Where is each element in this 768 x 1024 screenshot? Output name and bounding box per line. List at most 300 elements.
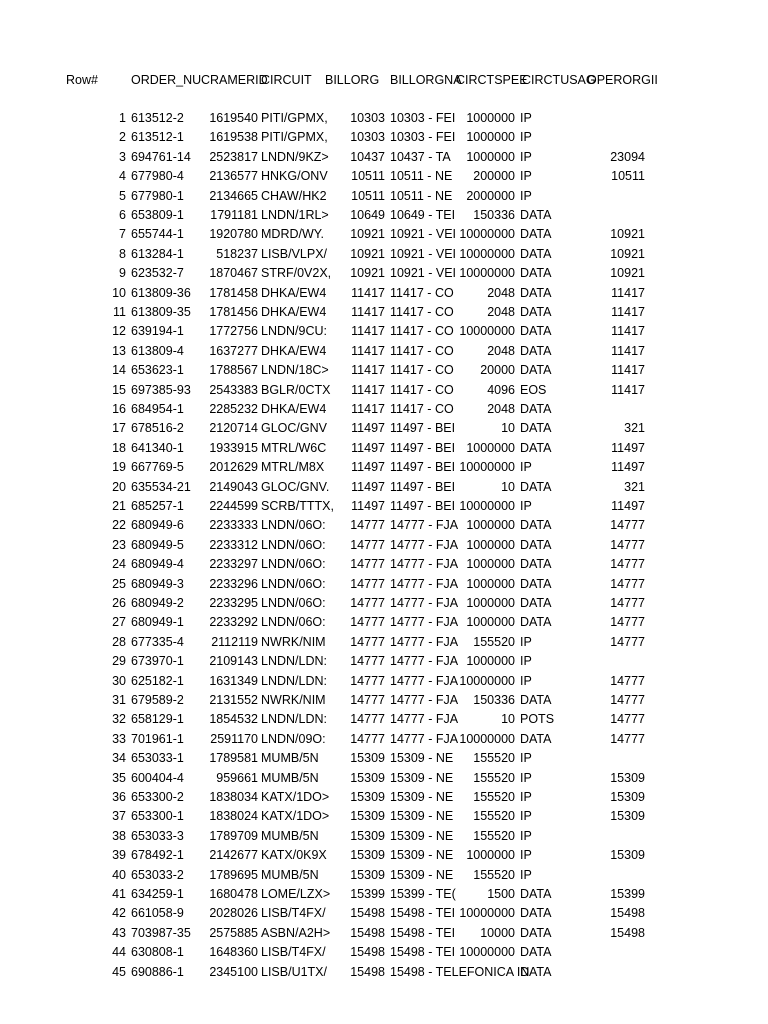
cell-circuit-speed: 2048 [487, 402, 515, 416]
cell-oper-org-id: 11497 [611, 499, 645, 513]
cell-bill-org: 15309 [350, 790, 385, 804]
cell-oper-org-id: 14777 [610, 615, 645, 630]
cell-row-num: 2 [119, 130, 126, 145]
cell-circuit-usage: IP [520, 188, 532, 203]
cell-circuit-speed: 10000000 [459, 906, 515, 921]
cell-circuit-usage: IP [520, 867, 532, 882]
cell-bill-org-name: 11497 - BEI [390, 440, 456, 455]
cell-order-num: 653033-1 [131, 751, 184, 766]
cell-circuit: MUMB/5N [261, 770, 319, 785]
cell-oper-org-id: 11497 [611, 440, 645, 455]
cell-cramer-id: 1631349 [209, 673, 258, 688]
cell-order-num: 697385-93 [131, 382, 191, 397]
cell-bill-org: 15309 [350, 848, 385, 863]
cell-oper-org-id [587, 187, 645, 205]
cell-circuit-usage: IP [520, 790, 532, 804]
cell-circuit: ASBN/A2H> [261, 925, 331, 940]
cell-circuit-speed: 2048 [487, 343, 515, 358]
cell-row-num: 17 [112, 421, 126, 436]
cell-order-num: 630808-1 [131, 945, 184, 960]
cell-circuit-usage: DATA [520, 615, 552, 630]
table-row [0, 943, 768, 962]
cell-circuit: PITI/GPMX, [261, 111, 328, 125]
cell-bill-org-name: 11417 - CO [390, 382, 454, 397]
cell-row-num: 27 [112, 615, 126, 630]
cell-cramer-id: 1838034 [209, 790, 258, 804]
cell-circuit-usage: IP [520, 130, 532, 145]
cell-circuit: BGLR/0CTX [261, 382, 331, 397]
cell-circuit-usage: IP [520, 673, 532, 688]
table-row [0, 206, 768, 225]
table-row [0, 730, 768, 749]
cell-order-num: 653623-1 [131, 363, 184, 378]
table-row [0, 303, 768, 322]
cell-circuit-usage: IP [520, 848, 532, 863]
cell-bill-org: 14777 [350, 673, 385, 688]
table-row [0, 400, 768, 419]
cell-cramer-id: 2285232 [209, 402, 258, 416]
cell-order-num: 613809-35 [131, 305, 191, 319]
cell-bill-org-name: 10921 - VEI [390, 246, 457, 261]
cell-cramer-id: 2591170 [210, 731, 258, 746]
cell-bill-org-name: 11417 - CO [390, 363, 454, 378]
cell-row-num: 10 [112, 285, 126, 300]
table-row [0, 575, 768, 594]
cell-bill-org-name: 11417 - CO [390, 285, 454, 300]
cell-circuit-speed: 150336 [473, 693, 515, 707]
table-row [0, 497, 768, 516]
cell-circuit-usage: IP [520, 654, 532, 669]
cell-row-num: 26 [112, 596, 126, 610]
table-row [0, 419, 768, 438]
cell-oper-org-id: 11417 [611, 305, 645, 319]
cell-oper-org-id: 10921 [610, 266, 645, 281]
cell-circuit-usage: EOS [520, 382, 547, 397]
cell-row-num: 21 [112, 499, 126, 513]
cell-order-num: 653300-2 [131, 790, 184, 804]
cell-circuit-speed: 4096 [487, 382, 515, 397]
cell-circuit: LNDN/LDN: [261, 712, 327, 727]
cell-circuit-usage: DATA [520, 596, 552, 610]
cell-circuit: MTRL/M8X [261, 460, 325, 475]
cell-cramer-id: 2575885 [209, 925, 258, 940]
cell-order-num: 680949-5 [131, 537, 184, 552]
cell-row-num: 9 [119, 266, 126, 281]
cell-row-num: 19 [112, 460, 126, 475]
cell-oper-org-id: 11417 [611, 363, 645, 378]
cell-circuit: DHKA/EW4 [261, 285, 327, 300]
cell-row-num: 29 [112, 654, 126, 669]
cell-circuit-speed: 1000000 [466, 576, 515, 591]
cell-order-num: 625182-1 [131, 673, 184, 688]
cell-bill-org: 14777 [350, 537, 385, 552]
cell-bill-org: 14777 [350, 712, 385, 727]
table-row [0, 342, 768, 361]
cell-cramer-id: 2028026 [209, 906, 258, 921]
cell-order-num: 613284-1 [131, 246, 184, 261]
cell-bill-org: 15309 [350, 809, 385, 824]
cell-bill-org: 10921 [350, 266, 385, 281]
cell-bill-org: 11497 [351, 421, 385, 436]
cell-cramer-id: 2109143 [209, 654, 258, 669]
cell-circuit-speed: 155520 [473, 809, 515, 824]
cell-order-num: 680949-6 [131, 518, 184, 533]
cell-circuit-speed: 10000000 [459, 499, 515, 513]
cell-bill-org-name: 14777 - FJA [390, 596, 459, 610]
cell-circuit-usage: IP [520, 169, 532, 184]
cell-bill-org-name: 11417 - CO [390, 324, 454, 339]
table-row [0, 633, 768, 652]
cell-row-num: 25 [112, 576, 126, 591]
cell-order-num: 639194-1 [131, 324, 184, 339]
cell-circuit: MUMB/5N [261, 751, 319, 766]
cell-cramer-id: 2012629 [209, 460, 258, 475]
cell-circuit-speed: 1000000 [466, 440, 515, 455]
cell-circuit: MDRD/WY. [261, 227, 324, 242]
table-row [0, 885, 768, 904]
cell-bill-org-name: 11497 - BEI [390, 499, 456, 513]
cell-oper-org-id [587, 206, 645, 224]
cell-row-num: 13 [112, 343, 126, 358]
cell-cramer-id: 2523817 [209, 149, 258, 164]
cell-circuit-speed: 10 [501, 712, 515, 727]
cell-order-num: 685257-1 [131, 499, 184, 513]
cell-cramer-id: 959661 [216, 770, 258, 785]
cell-circuit-speed: 10000000 [459, 246, 515, 261]
cell-circuit-usage: DATA [520, 363, 552, 378]
cell-cramer-id: 2345100 [209, 964, 258, 979]
cell-circuit-usage: IP [520, 770, 532, 785]
cell-cramer-id: 2233292 [209, 615, 258, 630]
table-row [0, 710, 768, 729]
cell-bill-org-name: 14777 - FJA [390, 634, 459, 649]
cell-oper-org-id: 14777 [610, 537, 645, 552]
cell-bill-org: 10921 [350, 227, 385, 242]
cell-circuit-speed: 1000000 [466, 654, 515, 669]
cell-circuit-speed: 200000 [473, 169, 515, 184]
cell-circuit: HNKG/ONV [261, 169, 328, 184]
cell-circuit-speed: 10000000 [459, 266, 515, 281]
cell-order-num: 613809-4 [131, 343, 184, 358]
cell-circuit: LISB/T4FX/ [261, 906, 326, 921]
cell-row-num: 12 [112, 324, 126, 339]
cell-circuit-speed: 10 [501, 421, 515, 436]
header-billorgname: BILLORGNA [390, 73, 462, 87]
table-row [0, 652, 768, 671]
cell-circuit-usage: IP [520, 751, 532, 766]
cell-row-num: 23 [112, 537, 126, 552]
cell-cramer-id: 1870467 [209, 266, 258, 281]
cell-order-num: 680949-3 [131, 576, 184, 591]
cell-oper-org-id: 11417 [611, 382, 645, 397]
cell-row-num: 36 [112, 790, 126, 804]
cell-bill-org: 15309 [350, 751, 385, 766]
cell-circuit: LNDN/LDN: [261, 654, 327, 669]
cell-circuit-speed: 2048 [487, 285, 515, 300]
cell-order-num: 677980-1 [131, 188, 184, 203]
cell-oper-org-id: 23094 [610, 149, 645, 164]
cell-row-num: 22 [112, 518, 126, 533]
cell-bill-org-name: 10921 - VEI [390, 266, 457, 281]
cell-row-num: 40 [112, 867, 126, 882]
table-row [0, 846, 768, 865]
cell-oper-org-id: 14777 [610, 731, 645, 746]
cell-row-num: 35 [112, 770, 126, 785]
cell-row-num: 16 [112, 402, 126, 416]
cell-row-num: 30 [112, 673, 126, 688]
cell-bill-org: 11497 [351, 460, 385, 475]
cell-circuit-speed: 1000000 [466, 596, 515, 610]
cell-bill-org: 14777 [350, 596, 385, 610]
cell-circuit: MTRL/W6C [261, 440, 327, 455]
cell-circuit-speed: 2048 [487, 305, 515, 319]
cell-order-num: 703987-35 [131, 925, 191, 940]
cell-cramer-id: 1637277 [209, 343, 258, 358]
cell-circuit-usage: POTS [520, 712, 555, 727]
cell-cramer-id: 518237 [216, 246, 258, 261]
cell-cramer-id: 2149043 [209, 479, 258, 494]
cell-bill-org: 11417 [351, 343, 385, 358]
cell-bill-org-name: 14777 - FJA [390, 557, 459, 572]
cell-bill-org: 14777 [350, 557, 385, 572]
table-row [0, 322, 768, 341]
cell-circuit-speed: 10000 [480, 925, 515, 940]
cell-bill-org: 15309 [350, 828, 385, 843]
cell-row-num: 3 [119, 149, 126, 164]
cell-bill-org-name: 10511 - NE [390, 169, 453, 184]
cell-row-num: 18 [112, 440, 126, 455]
table-row [0, 148, 768, 167]
cell-circuit: KATX/1DO> [261, 809, 330, 824]
cell-order-num: 653033-3 [131, 828, 184, 843]
cell-bill-org-name: 11497 - BEI [390, 479, 456, 494]
cell-circuit: LOME/LZX> [261, 887, 331, 901]
cell-bill-org: 10649 [350, 208, 385, 222]
cell-row-num: 1 [119, 111, 126, 125]
cell-bill-org: 11417 [351, 285, 385, 300]
cell-circuit: GLOC/GNV [261, 421, 327, 436]
cell-order-num: 679589-2 [131, 693, 184, 707]
cell-bill-org: 15498 [350, 925, 385, 940]
cell-cramer-id: 2112119 [211, 634, 258, 649]
cell-order-num: 613512-1 [131, 130, 184, 145]
cell-circuit-usage: IP [520, 499, 532, 513]
cell-cramer-id: 1619538 [209, 130, 258, 145]
cell-order-num: 634259-1 [131, 887, 184, 901]
cell-circuit: LNDN/1RL> [261, 208, 329, 222]
cell-bill-org-name: 15498 - TEI [390, 945, 456, 960]
cell-bill-org-name: 15309 - NE [390, 867, 454, 882]
cell-cramer-id: 2543383 [209, 382, 258, 397]
cell-bill-org: 15399 [350, 887, 385, 901]
table-row [0, 749, 768, 768]
cell-cramer-id: 2142677 [209, 848, 258, 863]
cell-circuit-speed: 10000000 [459, 324, 515, 339]
cell-oper-org-id [587, 128, 645, 146]
cell-order-num: 623532-7 [131, 266, 184, 281]
cell-order-num: 678516-2 [131, 421, 184, 436]
cell-oper-org-id [587, 109, 645, 127]
header-circuit: CIRCUIT [261, 73, 312, 87]
table-row [0, 866, 768, 885]
cell-order-num: 653809-1 [131, 208, 184, 222]
cell-oper-org-id [587, 400, 645, 418]
cell-circuit: MUMB/5N [261, 828, 319, 843]
cell-circuit-speed: 1000000 [466, 130, 515, 145]
cell-oper-org-id: 10511 [611, 169, 645, 184]
cell-circuit: LISB/U1TX/ [261, 964, 327, 979]
cell-circuit: LNDN/06O: [261, 615, 326, 630]
cell-bill-org-name: 10437 - TA [390, 149, 451, 164]
cell-oper-org-id [587, 866, 645, 884]
cell-circuit: STRF/0V2X, [261, 266, 332, 281]
table-row [0, 458, 768, 477]
cell-bill-org-name: 10303 - FEI [390, 130, 456, 145]
cell-order-num: 673970-1 [131, 654, 184, 669]
cell-oper-org-id: 11497 [611, 460, 645, 475]
cell-cramer-id: 2134665 [209, 188, 258, 203]
cell-cramer-id: 1791181 [210, 208, 258, 222]
cell-circuit-usage: DATA [520, 576, 552, 591]
cell-order-num: 653300-1 [131, 809, 184, 824]
cell-bill-org-name: 14777 - FJA [390, 518, 459, 533]
cell-row-num: 34 [112, 751, 126, 766]
cell-circuit-usage: IP [520, 111, 532, 125]
cell-circuit: LNDN/LDN: [261, 673, 327, 688]
cell-bill-org: 10303 [350, 130, 385, 145]
table-row [0, 769, 768, 788]
cell-circuit-speed: 1000000 [466, 615, 515, 630]
cell-order-num: 677335-4 [131, 634, 184, 649]
cell-cramer-id: 2244599 [209, 499, 258, 513]
cell-circuit-speed: DATA [520, 964, 552, 979]
cell-cramer-id: 1789709 [209, 828, 258, 843]
cell-cramer-id: 1781456 [209, 305, 258, 319]
cell-circuit-usage: DATA [520, 343, 552, 358]
cell-circuit-speed: 155520 [473, 867, 515, 882]
cell-cramer-id: 1781458 [209, 285, 258, 300]
header-row-num: Row# [66, 73, 98, 87]
cell-circuit-usage: IP [520, 460, 532, 475]
cell-order-num: 680949-4 [131, 557, 184, 572]
table-row [0, 516, 768, 535]
cell-bill-org: 11417 [351, 305, 385, 319]
cell-circuit-speed: 150336 [473, 208, 515, 222]
cell-circuit-usage: DATA [520, 266, 552, 281]
cell-circuit: LNDN/06O: [261, 576, 326, 591]
cell-oper-org-id [587, 963, 645, 981]
cell-circuit: KATX/0K9X [261, 848, 327, 863]
cell-bill-org-name: 14777 - FJA [390, 615, 459, 630]
table-row [0, 187, 768, 206]
cell-circuit-usage: DATA [520, 537, 552, 552]
cell-row-num: 6 [119, 208, 126, 222]
cell-oper-org-id: 15309 [610, 809, 645, 824]
cell-bill-org-name: 15498 - TEI [390, 906, 456, 921]
cell-bill-org-name: 14777 - FJA [390, 537, 459, 552]
cell-row-num: 38 [112, 828, 126, 843]
cell-circuit: LNDN/06O: [261, 518, 326, 533]
cell-order-num: 641340-1 [131, 440, 184, 455]
cell-row-num: 39 [112, 848, 126, 863]
cell-cramer-id: 2233312 [209, 537, 258, 552]
table-row [0, 807, 768, 826]
cell-circuit-speed: 1500 [487, 887, 515, 901]
cell-oper-org-id: 14777 [610, 693, 645, 707]
cell-bill-org-name: 14777 - FJA [390, 576, 459, 591]
cell-row-num: 42 [112, 906, 126, 921]
cell-oper-org-id: 14777 [610, 673, 645, 688]
cell-circuit-speed: 155520 [473, 790, 515, 804]
cell-cramer-id: 1920780 [209, 227, 258, 242]
cell-circuit-usage: DATA [520, 518, 552, 533]
table-row [0, 672, 768, 691]
cell-circuit-usage: IP [520, 149, 532, 164]
cell-circuit: PITI/GPMX, [261, 130, 328, 145]
header-billorg: BILLORG [325, 73, 380, 87]
cell-oper-org-id: 15309 [610, 848, 645, 863]
cell-row-num: 33 [112, 731, 126, 746]
cell-oper-org-id: 14777 [610, 557, 645, 572]
table-row [0, 128, 768, 147]
cell-order-num: 635534-21 [131, 479, 191, 494]
cell-order-num: 678492-1 [131, 848, 184, 863]
cell-bill-org-name: 10649 - TEI [390, 208, 456, 222]
cell-order-num: 667769-5 [131, 460, 184, 475]
cell-bill-org: 10921 [350, 246, 385, 261]
cell-circuit-usage: DATA [520, 731, 552, 746]
cell-circuit-usage: DATA [520, 925, 552, 940]
cell-bill-org: 11417 [351, 402, 385, 416]
cell-circuit-speed: 1000000 [466, 557, 515, 572]
cell-bill-org-name: 14777 - FJA [390, 712, 459, 727]
table-row [0, 478, 768, 497]
cell-row-num: 45 [112, 964, 126, 979]
cell-oper-org-id: 15309 [610, 790, 645, 804]
cell-bill-org-name: 11417 - CO [390, 305, 454, 319]
cell-circuit: LNDN/06O: [261, 537, 326, 552]
cell-bill-org-name: 10511 - NE [390, 188, 453, 203]
cell-bill-org: 15498 [350, 945, 385, 960]
cell-circuit-usage: DATA [520, 402, 552, 416]
cell-oper-org-id: 11417 [611, 343, 645, 358]
cell-circuit-speed: 155520 [473, 828, 515, 843]
cell-bill-org: 10511 [351, 169, 385, 184]
cell-bill-org: 15498 [350, 906, 385, 921]
cell-oper-org-id: 15498 [610, 925, 645, 940]
cell-row-num: 44 [112, 945, 126, 960]
table-row [0, 225, 768, 244]
cell-circuit: LISB/VLPX/ [261, 246, 328, 261]
cell-oper-org-id: 15309 [610, 770, 645, 785]
cell-circuit: MUMB/5N [261, 867, 319, 882]
cell-bill-org: 14777 [350, 615, 385, 630]
cell-bill-org-name: 15309 - NE [390, 770, 454, 785]
header-row [0, 71, 768, 89]
cell-bill-org: 11497 [351, 499, 385, 513]
cell-bill-org-name: 15309 - NE [390, 828, 454, 843]
cell-circuit-speed: 2000000 [466, 188, 515, 203]
cell-cramer-id: 1619540 [209, 111, 258, 125]
cell-bill-org-name: 10921 - VEI [390, 227, 457, 242]
cell-bill-org: 14777 [350, 654, 385, 669]
cell-row-num: 28 [112, 634, 126, 649]
cell-circuit-speed: 10000000 [459, 945, 515, 960]
cell-circuit-speed: 1000000 [466, 518, 515, 533]
table-row [0, 691, 768, 710]
cell-bill-org: 14777 [350, 693, 385, 707]
cell-circuit-usage: IP [520, 809, 532, 824]
